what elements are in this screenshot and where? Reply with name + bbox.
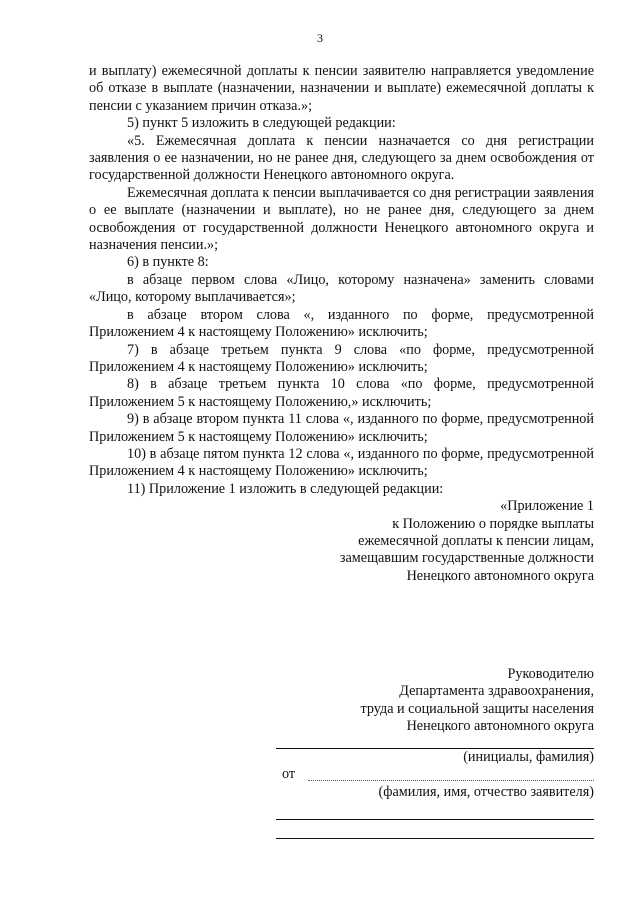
appendix-line: к Положению о порядке выплаты <box>392 515 594 532</box>
applicant-extra-line-2[interactable] <box>276 838 594 839</box>
addressee-line: Ненецкого автономного округа <box>406 718 594 735</box>
paragraph-continuation: и выплату) ежемесячной доплаты к пенсии заявителю направляется уведомление об отказе в выплате (назначении, назначении и выплате) ежемесячной доплаты к пенсии с указанием причин отказа.»; <box>89 63 594 114</box>
from-row <box>276 766 594 783</box>
appendix-header <box>89 498 594 585</box>
paragraph-item-10: 10) в абзаце пятом пункта 12 слова «, изданного по форме, предусмотренной Приложением 4 к настоящему Положению» исключить; <box>89 445 594 480</box>
appendix-title: «Приложение 1 <box>500 498 594 515</box>
addressee-block <box>300 666 594 736</box>
addressee-line: Департамента здравоохранения, <box>399 683 594 700</box>
paragraph-item-8: 8) в абзаце третьем пункта 10 слова «по форме, предусмотренной Приложением 5 к настоящему Положению,» исключить; <box>89 376 594 410</box>
applicant-name-field[interactable] <box>308 768 594 781</box>
paragraph-item-6-second: в абзаце втором слова «, изданного по форме, предусмотренной Приложением 4 к настоящему Положению» исключить; <box>89 306 594 341</box>
appendix-line: Ненецкого автономного округа <box>406 567 594 584</box>
appendix-line: замещавшим государственные должности <box>339 550 594 567</box>
paragraph-item-7: 7) в абзаце третьем пункта 9 слова «по форме, предусмотренной Приложением 4 к настоящему Положению» исключить; <box>89 341 594 375</box>
appendix-line: ежемесячной доплаты к пенсии лицам, <box>358 532 594 549</box>
paragraph-item-11: 11) Приложение 1 изложить в следующей редакции: <box>127 480 444 497</box>
page-number: 3 <box>317 31 323 45</box>
applicant-fields <box>276 748 594 839</box>
paragraph-item-9: 9) в абзаце втором пункта 11 слова «, изданного по форме, предусмотренной Приложением 5 к настоящему Положению» исключить; <box>89 411 594 445</box>
paragraph-payment: Ежемесячная доплата к пенсии выплачивается со дня регистрации заявления о ее выплате (назначении и выплате), но не ранее дня, следующего за днем освобождения от государственной должности Ненецкого автономного округа и назначения пенсии.»; <box>89 184 594 254</box>
document-body <box>89 63 594 585</box>
addressee-line: Руководителю <box>507 666 594 682</box>
from-label: от <box>282 766 296 783</box>
paragraph-item-6-first: в абзаце первом слова «Лицо, которому назначена» заменить словами «Лицо, которому выплачивается»; <box>89 271 594 306</box>
initials-hint: (инициалы, фамилия) <box>463 749 594 765</box>
addressee-line: труда и социальной защиты населения <box>360 700 594 717</box>
paragraph-quote-5: «5. Ежемесячная доплата к пенсии назначается со дня регистрации заявления о ее назначении, но не ранее дня, следующего за днем освобождения от государственной должности Ненецкого автономного округа. <box>89 132 594 184</box>
applicant-hint: (фамилия, имя, отчество заявителя) <box>378 783 594 800</box>
paragraph-item-6: 6) в пункте 8: <box>127 254 209 271</box>
paragraph-item-5: 5) пункт 5 изложить в следующей редакции: <box>127 115 396 132</box>
